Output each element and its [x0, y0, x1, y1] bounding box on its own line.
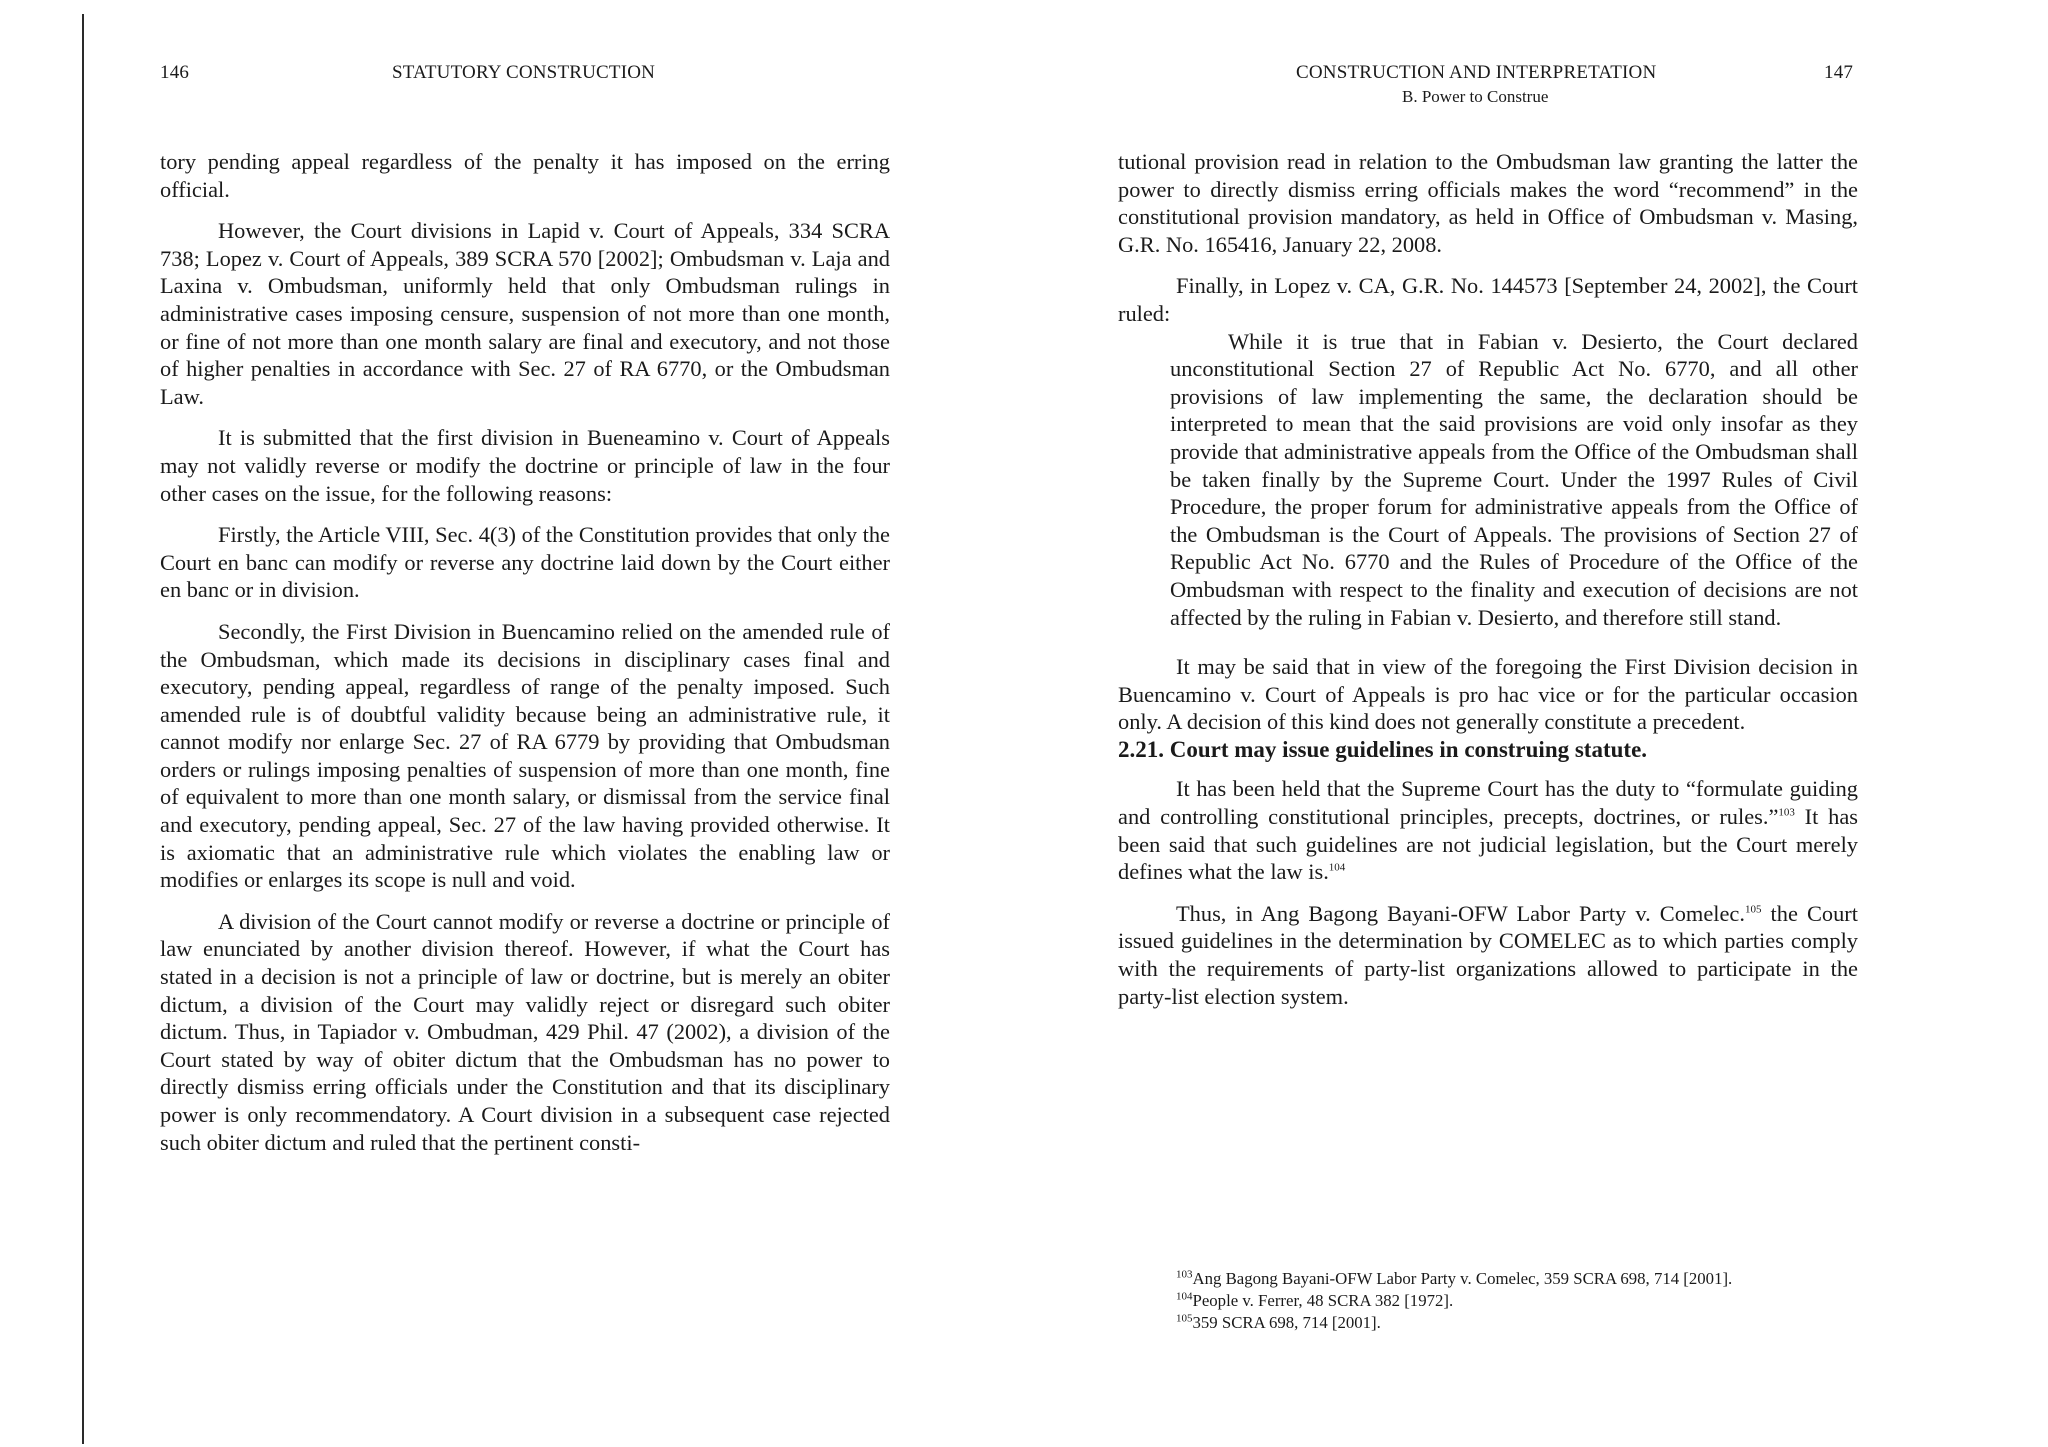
left-page-body: [160, 148, 890, 1156]
paragraph: Secondly, the First Division in Buencamino relied on the amended rule of the Ombudsman, which made its decisions in disciplinary cases final and executory, pending appeal, regardless of range of the penalty imposed. Such amended rule is of doubtful validity because being an administrative rule, it cannot modify nor enlarge Sec. 27 of RA 6779 by providing that Ombudsman orders or rulings imposing penalties of suspension of more than one month, fine of equivalent to more than one month salary, or dismissal from the service final and executory, pending appeal, Sec. 27 of the law having provided otherwise. It is axiomatic that an administrative rule which violates the enabling law or modifies or enlarges its scope is null and void.: [160, 618, 890, 893]
footnote-ref: 104: [1328, 861, 1346, 874]
paragraph: [1118, 775, 1858, 885]
paragraph-text: Thus, in Ang Bagong Bayani-OFW Labor Party v. Comelec.: [1176, 900, 1745, 926]
block-quote: While it is true that in Fabian v. Desierto, the Court declared unconstitutional Section 27 of Republic Act No. 6770, and all other provisions of law implementing the same, the declaration should be interpreted to mean that the said provisions are void only insofar as they provide that administrative appeals from the Office of the Ombudsman shall be taken finally by the Supreme Court. Under the 1997 Rules of Civil Procedure, the proper forum for administrative appeals from the Office of the Ombudsman is the Court of Appeals. The provisions of Section 27 of Republic Act No. 6770 and the Rules of Procedure of the Office of the Ombudsman with respect to the finality and execution of decisions are not affected by the ruling in Fabian v. Desierto, and therefore still stand.: [1170, 328, 1858, 630]
footnote-text: 359 SCRA 698, 714 [2001].: [1192, 1313, 1381, 1332]
right-running-subhead: B. Power to Construe: [1402, 87, 1549, 106]
footnote: [1118, 1312, 1858, 1334]
paragraph: It may be said that in view of the foregoing the First Division decision in Buencamino v. Court of Appeals is pro hac vice or for the particular occasion only. A decision of this kind does not generally constitute a precedent.: [1118, 654, 1858, 735]
paragraph-text: It has been said that such guidelines are not judicial legislation, but the Court merely defines what the law is.: [1118, 804, 1858, 885]
paragraph: A division of the Court cannot modify or reverse a doctrine or principle of law enunciated by another division thereof. However, if what the Court has stated in a decision is not a principle of law or doctrine, but is merely an obiter dictum, a division of the Court may validly reject or disregard such obiter dictum. Thus, in Tapiador v. Ombudman, 429 Phil. 47 (2002), a division of the Court stated by way of obiter dictum that the Ombudsman has no power to directly dismiss erring officials under the Constitution and that its disciplinary power is only recommendatory. A Court division in a subsequent case rejected such obiter dictum and ruled that the pertinent consti-: [160, 908, 890, 1155]
paragraph: It is submitted that the first division in Bueneamino v. Court of Appeals may not validly reverse or modify the doctrine or principle of law in the four other cases on the issue, for the following reasons:: [160, 425, 890, 506]
footnote-text: People v. Ferrer, 48 SCRA 382 [1972].: [1192, 1291, 1454, 1310]
footnote-ref: 103: [1778, 806, 1795, 819]
footnote-mark: 104: [1176, 1290, 1193, 1303]
footnote-text: Ang Bagong Bayani-OFW Labor Party v. Comelec, 359 SCRA 698, 714 [2001].: [1192, 1269, 1733, 1288]
footnotes: [1118, 1268, 1858, 1334]
right-page: [1118, 0, 1858, 1447]
paragraph: [1118, 900, 1858, 1010]
footnote: [1118, 1268, 1858, 1290]
right-page-number: 147: [1824, 62, 1854, 83]
paragraph: However, the Court divisions in Lapid v. Court of Appeals, 334 SCRA 738; Lopez v. Court of Appeals, 389 SCRA 570 [2002]; Ombudsman v. Laja and Laxina v. Ombudsman, uniformly held that only Ombudsman rulings in administrative cases imposing censure, suspension of not more than one month, or fine of not more than one month salary are final and executory, and not those of higher penalties in accordance with Sec. 27 of RA 6770, or the Ombudsman Law.: [160, 218, 890, 409]
paragraph: Finally, in Lopez v. CA, G.R. No. 144573 [September 24, 2002], the Court ruled:: [1118, 273, 1858, 326]
left-page: [160, 0, 890, 1447]
right-running-head: CONSTRUCTION AND INTERPRETATION: [1296, 62, 1657, 83]
paragraph-text: It has been held that the Supreme Court has the duty to “formulate guiding and controlling constitutional principles, precepts, doctrines, or rules.”: [1118, 776, 1858, 830]
footnote: [1118, 1290, 1858, 1312]
section-heading: 2.21. Court may issue guidelines in construing statute.: [1118, 736, 1648, 762]
paragraph: tutional provision read in relation to the Ombudsman law granting the latter the power to directly dismiss erring officials makes the word “recommend” in the constitutional provision mandatory, as held in Office of Ombudsman v. Masing, G.R. No. 165416, January 22, 2008.: [1118, 149, 1858, 257]
footnote-mark: 103: [1176, 1268, 1193, 1281]
book-gutter-edge: [82, 14, 84, 1444]
footnote-mark: 105: [1176, 1312, 1193, 1325]
paragraph: Firstly, the Article VIII, Sec. 4(3) of the Constitution provides that only the Court en banc can modify or reverse any doctrine laid down by the Court either en banc or in division.: [160, 522, 890, 603]
left-page-number: 146: [160, 62, 190, 83]
footnote-ref: 105: [1744, 903, 1762, 916]
left-running-head: STATUTORY CONSTRUCTION: [392, 62, 656, 83]
right-page-body: [1118, 148, 1858, 1010]
paragraph-text: the Court issued guidelines in the determination by COMELEC as to which parties comply with the requirements of party-list organizations allowed to participate in the party-list election system.: [1118, 900, 1858, 1009]
paragraph: tory pending appeal regardless of the penalty it has imposed on the erring official.: [160, 149, 890, 202]
